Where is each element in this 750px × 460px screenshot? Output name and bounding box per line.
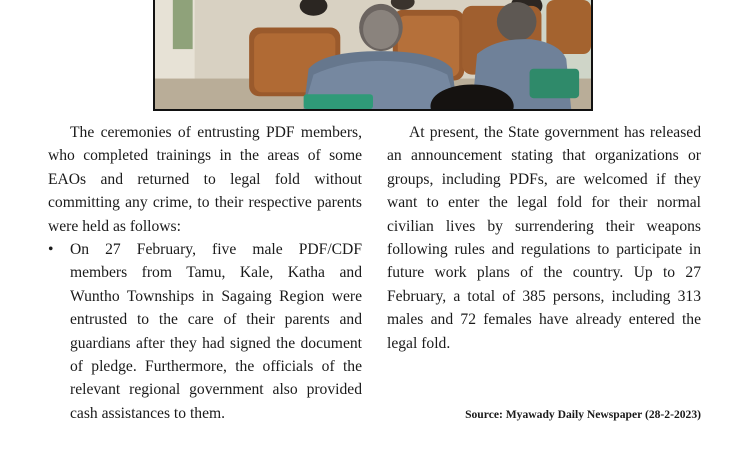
meeting-photo <box>153 0 593 111</box>
right-column <box>387 121 701 355</box>
source-credit: Source: Myawady Daily Newspaper (28-2-2023) <box>465 408 701 421</box>
bullet-icon: • <box>48 241 54 259</box>
ceremony-list <box>48 238 362 425</box>
announcement-paragraph: At present, the State government has released an announcement stating that organizations or groups, including PDFs, are welcomed if they want to enter the legal fold for their normal civilian lives by surrendering their weapons following rules and regulations to participate in future work plans of the country. Up to 27 February, a total of 385 persons, including 313 males and 72 females have already entered the legal fold. <box>387 124 701 352</box>
list-item <box>48 238 362 425</box>
list-item-text: On 27 February, five male PDF/CDF members from Tamu, Kale, Katha and Wuntho Townships in Sagaing Region were entrusted to the care of their parents and guardians after they had signed the document of pledge. Furthermore, the officials of the relevant regional government also provided cash assistances to them. <box>70 241 362 422</box>
left-column <box>48 121 362 425</box>
photo-illustration <box>155 0 591 109</box>
intro-paragraph: The ceremonies of entrusting PDF members, who completed trainings in the areas of some EAOs and returned to legal fold without committing any crime, to their respective parents were held as follows: <box>48 124 362 235</box>
